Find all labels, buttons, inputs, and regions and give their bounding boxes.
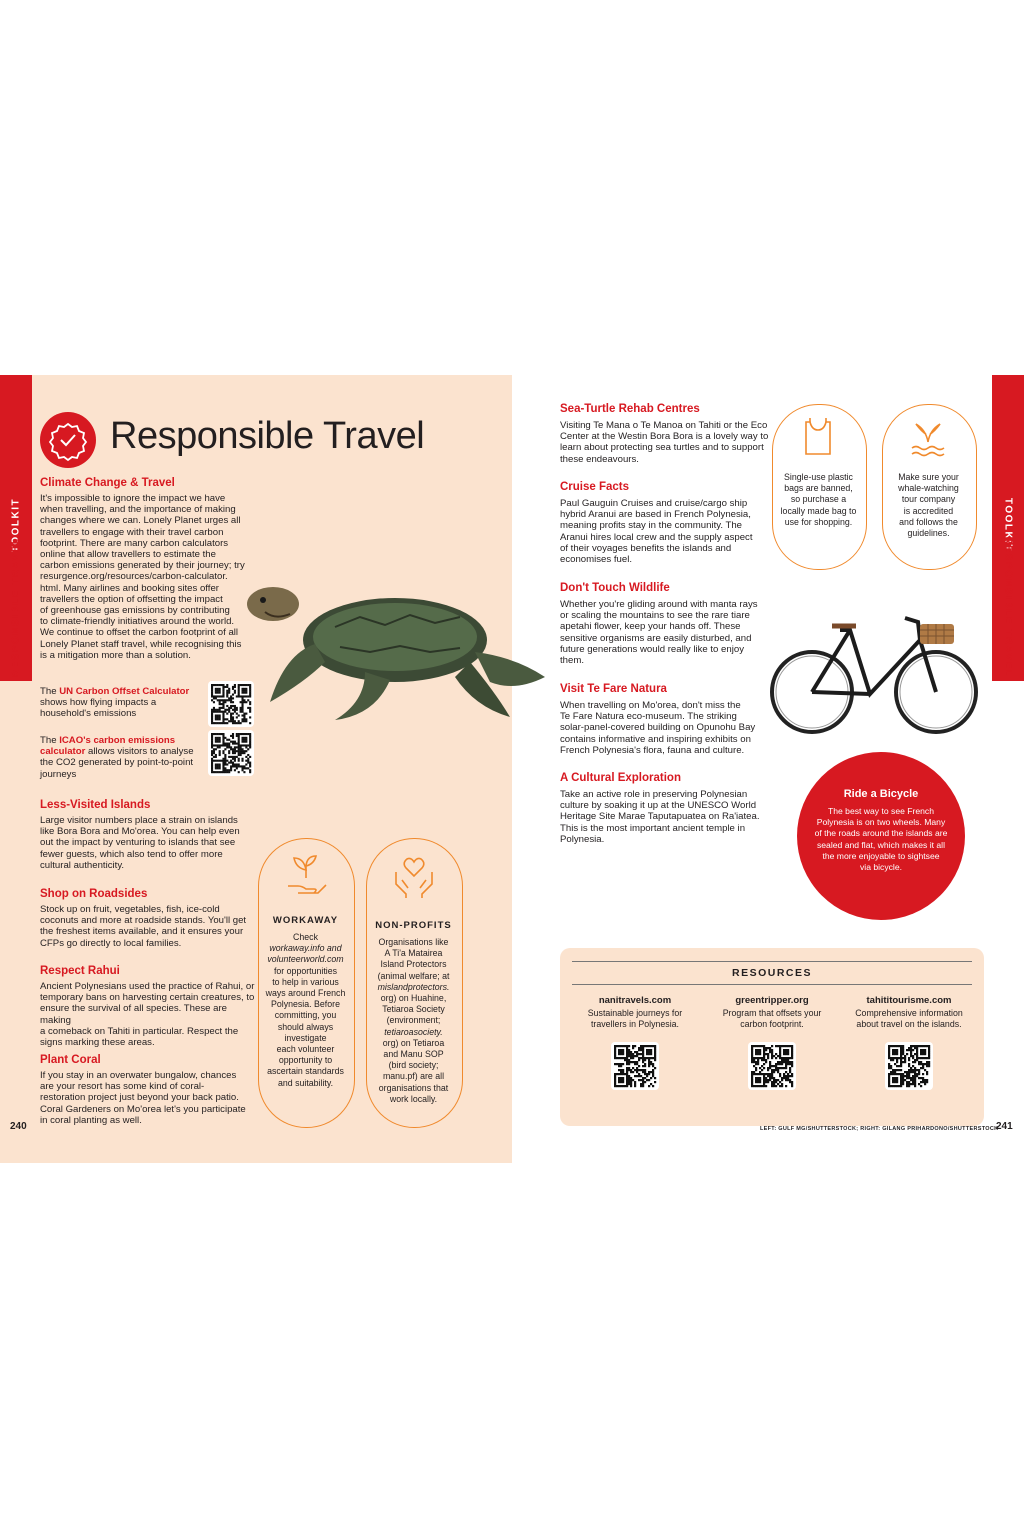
text-line: Whether you're gliding around with manta rays (560, 599, 758, 610)
heading-cruise-facts: Cruise Facts (560, 481, 630, 493)
resource-name[interactable]: tahititourisme.com (866, 995, 952, 1006)
text-line: manu.pf) are all (382, 1071, 445, 1082)
section-tab-label: RESPONSIBLE TRAVEL (1002, 536, 1014, 678)
text-line: Large visitor numbers place a strain on islands (40, 815, 238, 826)
icao-calculator-link[interactable]: calculator (40, 746, 86, 758)
text-line: Heritage Site Marae Taputapuatea on Ra'iatea. (560, 811, 760, 823)
text-line: is a mitigation more than a solution. (40, 649, 191, 661)
text-line: Te Fare Natura eco-museum. The striking (560, 711, 737, 723)
text-line: apetahi flower, keep your hands off. These (560, 621, 741, 633)
text-line: and follows the (899, 516, 958, 527)
un-carbon-offset-link[interactable]: UN Carbon Offset Calculator (59, 686, 190, 697)
resource-name[interactable]: greentripper.org (735, 995, 809, 1006)
un-calculator-note (40, 686, 210, 720)
text-line: Tetiaroa Society (382, 1004, 445, 1015)
text-line: temporary bans on harvesting certain creatures, to (40, 992, 255, 1004)
text-line: Sustainable journeys for (587, 1008, 683, 1018)
text-line: html. Many airlines and booking sites offer (40, 582, 219, 594)
text-line: future generations would really like to enjoy (560, 643, 744, 655)
qr-code-nanitravels[interactable] (611, 1042, 659, 1090)
text-line: use for shopping. (784, 516, 853, 527)
text-line: solar-panel-covered building on Opunohu Bay (560, 722, 756, 734)
text-line: travellers in Polynesia. (590, 1019, 679, 1029)
text-line: household's emissions (40, 708, 137, 720)
sea-turtle-image (245, 582, 560, 722)
text-line: or scaling the mountains to see the rare tiare (560, 610, 750, 622)
text-line: Coral Gardeners on Mo'orea let's you participate (40, 1103, 246, 1115)
text-line: online that allow travellers to estimate the (40, 549, 216, 561)
text-line: investigate (284, 1032, 327, 1043)
text-line: journeys (40, 768, 77, 780)
heading-cultural-exploration: A Cultural Exploration (560, 772, 681, 784)
non-profits-text (366, 937, 461, 1105)
text-line: Organisations like (378, 937, 449, 947)
text-line: and suitability. (277, 1077, 334, 1088)
text-line: in coral planting as well. (40, 1114, 142, 1126)
text-line: (environment; (386, 1015, 441, 1026)
text-line: Polynesia is on two wheels. Many (816, 817, 946, 828)
plant-hand-icon (284, 852, 328, 900)
text-line: carbon footprint. (740, 1019, 804, 1029)
text-line: so purchase a (790, 494, 847, 505)
text-line: of greenhouse gas emissions by contributing (40, 605, 230, 617)
text-line: ascertain standards (267, 1066, 344, 1077)
text-line: guidelines. (907, 528, 950, 539)
text-line: Paul Gauguin Cruises and cruise/cargo ship (560, 498, 748, 509)
resource-description (707, 1008, 837, 1030)
text-line: org) on Huahine, (380, 993, 447, 1004)
text-line: are your resort has some kind of coral- (40, 1081, 205, 1093)
heart-hands-icon (392, 852, 436, 900)
heading-te-fare-natura: Visit Te Fare Natura (560, 683, 667, 695)
text-line: travellers to engage with their travel carbon (40, 526, 224, 538)
section-tab-label: RESPONSIBLE TRAVEL (10, 536, 22, 678)
icao-calculator-link[interactable]: ICAO's carbon emissions (59, 735, 176, 746)
text-line: cultural authenticity. (40, 859, 125, 871)
text-line: We continue to offset the carbon footprint of all (40, 627, 239, 639)
less-visited-paragraph (40, 815, 255, 871)
text-line: Lonely Planet staff travel, while recognising this (40, 638, 242, 650)
text-line: sensitive organisms are easily disturbed, and (560, 632, 752, 644)
heading-climate-change: Climate Change & Travel (40, 477, 175, 489)
text-line: each volunteer (276, 1044, 335, 1055)
ride-bicycle-text (797, 806, 965, 873)
heading-plant-coral: Plant Coral (40, 1054, 101, 1066)
plastic-bag-icon (798, 414, 838, 458)
text-line: A Ti'a Matairea (384, 948, 443, 959)
wildlife-paragraph (560, 599, 770, 666)
text-line: signs marking these areas. (40, 1037, 155, 1049)
qr-code-icon (611, 1042, 659, 1090)
text-line: ways around French (265, 988, 346, 999)
cruise-paragraph (560, 498, 770, 565)
text-line: opportunity to (278, 1055, 333, 1066)
qr-code-icao-calculator[interactable] (208, 730, 254, 776)
text-line (40, 735, 210, 746)
text-line: sealed and flat, which makes it all (816, 839, 946, 850)
text-line: org) on Tetiaroa (382, 1037, 445, 1048)
text-fragment: The (40, 735, 60, 746)
text-line: organisations that (378, 1082, 449, 1093)
text-line: Aranui hires local crew and the supply aspect (560, 531, 753, 543)
text-line: whale-watching (898, 483, 959, 494)
text-line: CFPs go directly to local families. (40, 937, 182, 949)
text-line: Make sure your (898, 472, 959, 482)
roadsides-paragraph (40, 904, 255, 949)
heading-roadsides: Shop on Roadsides (40, 888, 148, 900)
resource-description (570, 1008, 700, 1030)
text-line: shows how flying impacts a (40, 697, 157, 709)
text-line: via bicycle. (859, 862, 903, 873)
text-line: learn about protecting sea turtles and to support (560, 442, 764, 454)
text-fragment: allows visitors to analyse (85, 746, 194, 758)
text-line: for opportunities (273, 965, 338, 976)
coral-paragraph (40, 1070, 255, 1126)
text-line: culture by soaking it up at the UNESCO World (560, 800, 757, 812)
text-line (40, 746, 210, 757)
text-line: Ancient Polynesians used the practice of Rahui, or (40, 981, 255, 992)
resources-title: RESOURCES (731, 967, 812, 979)
bicycle-image (770, 600, 978, 740)
text-line: footprint. There are many carbon calculators (40, 537, 229, 549)
text-line: This is the most important ancient temple in (560, 822, 746, 834)
text-line: mislandprotectors. (377, 981, 450, 992)
text-line: Center at the Westin Bora Bora is a lovely way to (560, 431, 769, 443)
toolkit-tab-label: TOOLKIT (1002, 497, 1014, 553)
text-line: should always (277, 1021, 334, 1032)
text-line: If you stay in an overwater bungalow, chances (40, 1070, 237, 1081)
heading-respect-rahui: Respect Rahui (40, 965, 120, 977)
text-line: to help in various (272, 976, 339, 987)
text-line: coconuts and more at roadside stands. You'll get (40, 915, 247, 927)
workaway-text (258, 932, 353, 1089)
text-line: bags are banned, (784, 483, 853, 494)
text-line: the freshest items available, and it ensures your (40, 926, 244, 938)
text-line: When travelling on Mo'orea, don't miss the (560, 700, 741, 711)
cultural-paragraph (560, 789, 770, 845)
text-line: Polynesia. Before (271, 999, 340, 1010)
plastic-bag-text (772, 472, 865, 528)
text-line: to climate-friendly initiatives around the world. (40, 616, 235, 628)
text-line: ensure the survival of all species. These are making (40, 1003, 227, 1026)
text-line: It's impossible to ignore the impact we have (40, 493, 226, 504)
text-line: Visiting Te Mana o Te Manoa on Tahiti or the Eco (560, 420, 768, 431)
text-line: economises fuel. (560, 554, 632, 566)
text-line: resurgence.org/resources/carbon-calculator. (40, 571, 228, 583)
whale-tail-icon (908, 414, 948, 458)
workaway-title: WORKAWAY (272, 915, 339, 926)
page-title: Responsible Travel (110, 415, 425, 457)
photo-credit: LEFT: GULF MG/SHUTTERSTOCK; RIGHT: GILANG PRIHARDONO/SHUTTERSTOCK (760, 1126, 999, 1132)
climate-paragraph (40, 493, 255, 661)
text-line: when travelling, and the importance of making (40, 504, 236, 516)
text-line (40, 686, 210, 697)
heading-dont-touch-wildlife: Don't Touch Wildlife (560, 582, 670, 594)
qr-code-greentripper[interactable] (748, 1042, 796, 1090)
text-line: them. (560, 655, 584, 667)
non-profits-title: NON-PROFITS (375, 920, 452, 931)
text-line: like Bora Bora and Mo'orea. You can help even (40, 826, 240, 838)
text-line: Program that offsets your (722, 1008, 822, 1018)
text-line: carbon emissions generated by their journey; try (40, 560, 245, 572)
text-line: Island Protectors (380, 959, 447, 970)
text-line: Take an active role in preserving Polynesian (560, 789, 748, 800)
text-line: a comeback on Tahiti in particular. Respect the (40, 1025, 239, 1037)
text-fragment: The (40, 686, 60, 697)
text-line: changes where we can. Lonely Planet urges all (40, 515, 241, 527)
text-line: Comprehensive information (855, 1008, 963, 1018)
resource-description (844, 1008, 974, 1030)
text-line: workaway.info and (269, 943, 342, 954)
text-line: Polynesia. (560, 833, 605, 845)
divider (572, 961, 972, 962)
heading-less-visited: Less-Visited Islands (40, 799, 151, 811)
text-line: (animal welfare; at (377, 970, 450, 981)
text-line: about travel on the islands. (856, 1019, 962, 1029)
qr-code-icon (208, 730, 254, 776)
text-line: locally made bag to (780, 505, 857, 516)
text-line: tour company (901, 494, 956, 505)
page-number: 241 (996, 1121, 1013, 1132)
text-line: tetiaroasociety. (384, 1026, 443, 1037)
text-line: committing, you (274, 1010, 337, 1021)
icao-calculator-note (40, 735, 210, 780)
text-line: the more enjoyable to sightsee (822, 850, 940, 861)
verified-badge-icon (40, 412, 96, 468)
text-line: travellers the option of offsetting the impact (40, 593, 223, 605)
text-line: meaning profits stay in the community. The (560, 520, 743, 532)
resource-name[interactable]: nanitravels.com (598, 995, 672, 1006)
rahui-paragraph (40, 981, 255, 1048)
text-line: Single-use plastic (784, 472, 853, 482)
text-line: hybrid Aranui are based in French Polynesia, (560, 509, 751, 521)
ride-bicycle-title: Ride a Bicycle (843, 788, 919, 800)
text-line: the CO2 generated by point-to-point (40, 757, 194, 769)
text-line: French Polynesia's flora, fauna and culture. (560, 744, 745, 756)
sea-turtle-paragraph (560, 420, 770, 465)
text-line: of their voyages benefits the islands and (560, 542, 732, 554)
text-line: fewer guests, which also tend to offer more (40, 848, 223, 860)
toolkit-tab-label: TOOLKIT (10, 497, 22, 553)
page-number: 240 (10, 1121, 27, 1132)
text-line: (bird society; (388, 1060, 439, 1071)
heading-sea-turtle-rehab: Sea-Turtle Rehab Centres (560, 403, 700, 415)
text-line: these endeavours. (560, 453, 639, 465)
text-line: is accredited (903, 505, 954, 516)
text-line: contains informative and inspiring exhibits on (560, 733, 751, 745)
text-line: work locally. (389, 1093, 438, 1104)
text-line: The best way to see French (827, 806, 935, 816)
te-fare-paragraph (560, 700, 770, 756)
divider (572, 984, 972, 985)
text-line: out the impact by venturing to islands that see (40, 837, 236, 849)
text-line: restoration project just beyond your back patio. (40, 1092, 239, 1104)
text-line: Check (293, 932, 318, 942)
qr-code-icon (748, 1042, 796, 1090)
text-line: Stock up on fruit, vegetables, fish, ice-cold (40, 904, 220, 915)
text-line: of the roads around the islands are (814, 828, 948, 839)
text-line: and Manu SOP (383, 1049, 444, 1060)
text-line: volunteerworld.com (267, 954, 344, 965)
whale-watching-text (882, 472, 975, 539)
qr-code-tahititourisme[interactable] (885, 1042, 933, 1090)
qr-code-icon (885, 1042, 933, 1090)
